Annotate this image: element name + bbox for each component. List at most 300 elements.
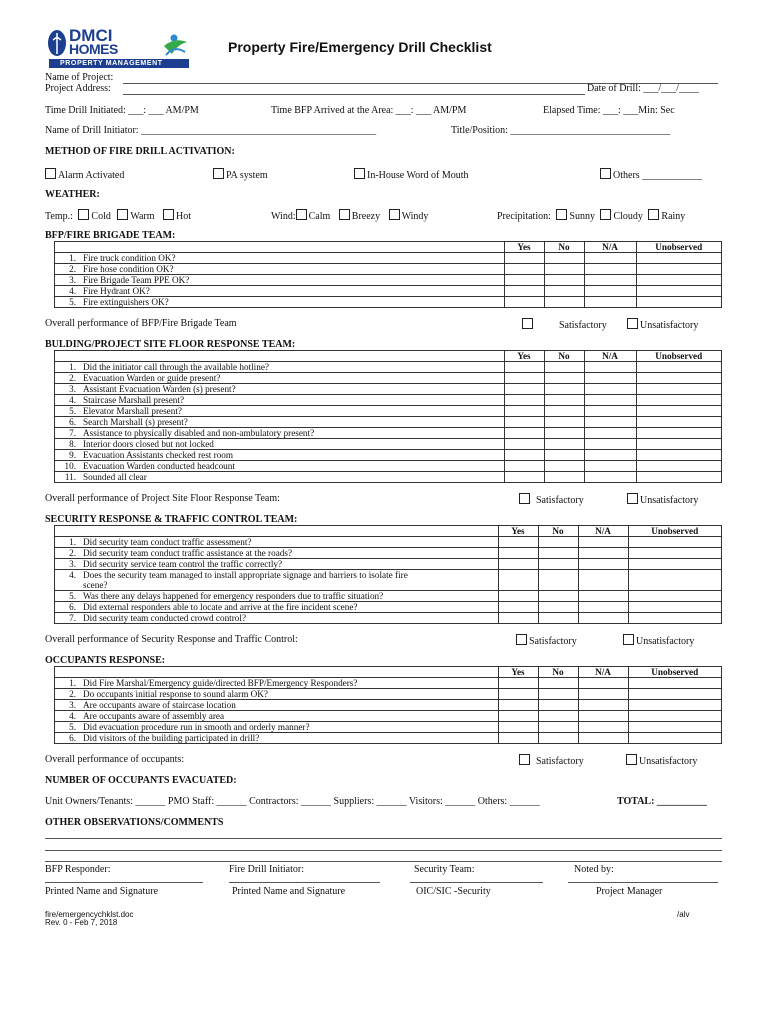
wind-windy-label: Windy: [401, 211, 429, 222]
table-row: [55, 395, 722, 406]
cell-na[interactable]: [584, 373, 636, 384]
bfp-satisfactory[interactable]: [522, 318, 607, 331]
cell-no[interactable]: [538, 722, 578, 733]
weather-wind-row: [271, 209, 428, 222]
row-number: 3.: [55, 384, 81, 395]
cell-yes[interactable]: [504, 439, 544, 450]
checkbox-breezy[interactable]: [339, 209, 350, 220]
wind-label: Wind:: [271, 211, 296, 222]
cell-na[interactable]: [578, 537, 628, 548]
cell-unobserved[interactable]: [636, 395, 722, 406]
evacuated-counts-line[interactable]: Unit Owners/Tenants: ______ PMO Staff: ______ Contractors: ______ Suppliers: ______ Visitors: ______ Others: ______: [45, 796, 540, 807]
cell-yes[interactable]: [504, 264, 544, 275]
evacuated-total[interactable]: [617, 796, 707, 807]
row-number: 5.: [55, 297, 81, 308]
cell-yes[interactable]: [498, 613, 538, 624]
table-row: [55, 678, 722, 689]
row-item: Fire extinguishers OK?: [80, 297, 504, 308]
weather-temp-row: [45, 209, 191, 222]
cell-no[interactable]: [544, 275, 584, 286]
cell-unobserved[interactable]: [636, 439, 722, 450]
project-address-line[interactable]: [123, 94, 585, 95]
row-number: 4.: [55, 570, 81, 591]
col-na: N/A: [578, 667, 628, 678]
checkbox-sunny[interactable]: [556, 209, 567, 220]
cell-na[interactable]: [584, 428, 636, 439]
floor-satisfactory[interactable]: [519, 493, 584, 506]
cell-no[interactable]: [538, 591, 578, 602]
table-row: [55, 689, 722, 700]
cell-yes[interactable]: [498, 591, 538, 602]
col-no: No: [538, 667, 578, 678]
signature-line-noted[interactable]: [568, 882, 718, 883]
col-na: N/A: [584, 242, 636, 253]
cell-yes[interactable]: [498, 689, 538, 700]
cell-unobserved[interactable]: [636, 406, 722, 417]
cell-yes[interactable]: [504, 428, 544, 439]
row-item: Elevator Marshall present?: [80, 406, 504, 417]
cell-yes[interactable]: [504, 395, 544, 406]
signature-line-security[interactable]: [410, 882, 543, 883]
floor-checklist-table: [54, 350, 722, 483]
cell-na[interactable]: [584, 362, 636, 373]
table-row: [55, 373, 722, 384]
page-title: Property Fire/Emergency Drill Checklist: [228, 39, 492, 55]
cell-yes[interactable]: [498, 678, 538, 689]
col-na: N/A: [584, 351, 636, 362]
cell-unobserved[interactable]: [628, 700, 722, 711]
table-row: [55, 559, 722, 570]
table-row: [55, 472, 722, 483]
row-item: Search Marshall (s) present?: [80, 417, 504, 428]
occupants-satisfactory[interactable]: [519, 754, 584, 767]
occupants-unsatisfactory[interactable]: [626, 754, 697, 767]
observation-line[interactable]: [45, 850, 722, 851]
unsatisfactory-label: Unsatisfactory: [640, 495, 699, 506]
cell-yes[interactable]: [504, 362, 544, 373]
table-row: [55, 297, 722, 308]
header-spacer: [55, 351, 505, 362]
cell-no[interactable]: [538, 559, 578, 570]
row-number: 3.: [55, 559, 81, 570]
row-number: 2.: [55, 264, 81, 275]
cell-na[interactable]: [584, 264, 636, 275]
row-number: 5.: [55, 406, 81, 417]
row-item: Are occupants aware of assembly area: [80, 711, 498, 722]
cell-yes[interactable]: [498, 570, 538, 591]
activation-option-word-of-mouth[interactable]: [354, 168, 469, 181]
table-row: [55, 384, 722, 395]
row-item: Evacuation Warden or guide present?: [80, 373, 504, 384]
row-number: 8.: [55, 439, 81, 450]
cell-na[interactable]: [578, 613, 628, 624]
row-item-line2: scene?: [83, 580, 108, 590]
cell-unobserved[interactable]: [628, 733, 722, 744]
row-item: Assistant Evacuation Warden (s) present?: [80, 384, 504, 395]
elapsed-time-field[interactable]: Elapsed Time: ___: ___Min: Sec: [543, 105, 675, 116]
cell-no[interactable]: [544, 286, 584, 297]
unsatisfactory-label: Unsatisfactory: [636, 636, 695, 647]
checkbox[interactable]: [522, 318, 533, 329]
floor-overall-label: Overall performance of Project Site Floor Response Team:: [45, 493, 280, 504]
activation-heading: METHOD OF FIRE DRILL ACTIVATION:: [45, 146, 235, 157]
precip-rainy-label: Rainy: [661, 211, 686, 222]
row-number: 4.: [55, 711, 81, 722]
sig-security-caption: OIC/SIC -Security: [416, 886, 491, 897]
row-number: 11.: [55, 472, 81, 483]
table-row: [55, 461, 722, 472]
cell-unobserved[interactable]: [636, 384, 722, 395]
col-yes: Yes: [504, 351, 544, 362]
row-number: 9.: [55, 450, 81, 461]
cell-unobserved[interactable]: [636, 461, 722, 472]
observations-heading: OTHER OBSERVATIONS/COMMENTS: [45, 817, 224, 828]
cell-no[interactable]: [538, 602, 578, 613]
checkbox-calm[interactable]: [296, 209, 307, 220]
cell-unobserved[interactable]: [628, 537, 722, 548]
cell-na[interactable]: [584, 450, 636, 461]
title-position-field[interactable]: Title/Position: ________________________________: [451, 125, 671, 136]
checkbox[interactable]: [519, 493, 530, 504]
activation-option-others[interactable]: [600, 168, 702, 181]
header-spacer: [55, 526, 499, 537]
row-item: Did the initiator call through the available hotline?: [80, 362, 504, 373]
table-row: [55, 275, 722, 286]
total-field: TOTAL: __________: [617, 796, 707, 807]
row-item: Did security team conduct traffic assistance at the roads?: [80, 548, 498, 559]
row-number: 7.: [55, 428, 81, 439]
cell-na[interactable]: [584, 461, 636, 472]
cell-no[interactable]: [544, 373, 584, 384]
cell-na[interactable]: [584, 439, 636, 450]
cell-na[interactable]: [584, 384, 636, 395]
precip-sunny-label: Sunny: [569, 211, 595, 222]
row-number: 10.: [55, 461, 81, 472]
cell-unobserved[interactable]: [636, 472, 722, 483]
row-number: 1.: [55, 362, 81, 373]
option-label: Others ____________: [613, 170, 703, 181]
row-number: 2.: [55, 689, 81, 700]
checkbox[interactable]: [213, 168, 224, 179]
row-number: 4.: [55, 395, 81, 406]
cell-unobserved[interactable]: [628, 559, 722, 570]
header-spacer: [55, 242, 505, 253]
cell-na[interactable]: [584, 297, 636, 308]
activation-option-pa[interactable]: [213, 168, 268, 181]
row-item: Did Fire Marshal/Emergency guide/directed BFP/Emergency Responders?: [80, 678, 498, 689]
cell-no[interactable]: [538, 548, 578, 559]
cell-no[interactable]: [538, 733, 578, 744]
cell-yes[interactable]: [504, 406, 544, 417]
table-row: [55, 570, 722, 591]
occupants-overall-label: Overall performance of occupants:: [45, 754, 185, 765]
wind-calm-label: Calm: [308, 211, 331, 222]
cell-na[interactable]: [584, 286, 636, 297]
cell-na[interactable]: [578, 591, 628, 602]
cell-no[interactable]: [544, 264, 584, 275]
security-heading: SECURITY RESPONSE & TRAFFIC CONTROL TEAM:: [45, 514, 298, 525]
name-of-project-label: Name of Project:: [45, 72, 114, 83]
row-number: 6.: [55, 602, 81, 613]
cell-yes[interactable]: [504, 450, 544, 461]
row-number: 2.: [55, 548, 81, 559]
satisfactory-label: Satisfactory: [536, 756, 584, 767]
row-item: Did security service team control the traffic correctly?: [80, 559, 498, 570]
cell-unobserved[interactable]: [628, 591, 722, 602]
time-bfp-arrived-field[interactable]: Time BFP Arrived at the Area: ___: ___ AM/PM: [271, 105, 467, 116]
header-spacer: [55, 667, 499, 678]
wind-breezy-label: Breezy: [351, 211, 381, 222]
footer-revision: Rev. 0 - Feb 7, 2018: [45, 918, 118, 927]
checkbox-cloudy[interactable]: [600, 209, 611, 220]
cell-na[interactable]: [584, 395, 636, 406]
option-label: PA system: [226, 170, 268, 181]
cell-unobserved[interactable]: [628, 678, 722, 689]
cell-no[interactable]: [544, 253, 584, 264]
cell-yes[interactable]: [504, 373, 544, 384]
row-item: Interior doors closed but not locked: [80, 439, 504, 450]
checkbox[interactable]: [600, 168, 611, 179]
cell-yes[interactable]: [504, 275, 544, 286]
cell-no[interactable]: [538, 711, 578, 722]
cell-yes[interactable]: [504, 472, 544, 483]
sig-noted-role: Noted by:: [574, 864, 614, 875]
row-number: 1.: [55, 253, 81, 264]
observation-line[interactable]: [45, 838, 722, 839]
cell-unobserved[interactable]: [636, 417, 722, 428]
floor-unsatisfactory[interactable]: [627, 493, 698, 506]
cell-yes[interactable]: [498, 722, 538, 733]
date-of-drill-field[interactable]: Date of Drill: ___/___/____: [587, 83, 699, 94]
row-item: Was there any delays happened for emergency responders due to traffic situation?: [80, 591, 498, 602]
bfp-checklist-table: [54, 241, 722, 308]
security-checklist-table: [54, 525, 722, 624]
cell-unobserved[interactable]: [636, 428, 722, 439]
table-row: [55, 711, 722, 722]
cell-unobserved[interactable]: [636, 275, 722, 286]
col-unobserved: Unobserved: [636, 242, 722, 253]
cell-na[interactable]: [584, 253, 636, 264]
cell-na[interactable]: [584, 275, 636, 286]
name-of-initiator-field[interactable]: Name of Drill Initiator: _______________________________________________: [45, 125, 377, 136]
row-item: Are occupants aware of staircase location: [80, 700, 498, 711]
col-unobserved: Unobserved: [628, 526, 722, 537]
checkbox[interactable]: [627, 318, 638, 329]
row-item: [80, 570, 498, 591]
floor-heading: BULDING/PROJECT SITE FLOOR RESPONSE TEAM:: [45, 339, 296, 350]
cell-unobserved[interactable]: [636, 264, 722, 275]
checkbox-windy[interactable]: [389, 209, 400, 220]
cell-yes[interactable]: [498, 548, 538, 559]
table-row: [55, 406, 722, 417]
row-item: Did evacuation procedure run in smooth and orderly manner?: [80, 722, 498, 733]
signature-line-initiator[interactable]: [229, 882, 380, 883]
satisfactory-label: Satisfactory: [529, 636, 577, 647]
project-address-label: Project Address:: [45, 83, 111, 94]
cell-unobserved[interactable]: [636, 362, 722, 373]
cell-unobserved[interactable]: [628, 711, 722, 722]
row-number: 5.: [55, 722, 81, 733]
row-item: Fire hose condition OK?: [80, 264, 504, 275]
cell-unobserved[interactable]: [628, 602, 722, 613]
cell-no[interactable]: [538, 537, 578, 548]
cell-unobserved[interactable]: [636, 373, 722, 384]
cell-na[interactable]: [578, 570, 628, 591]
col-yes: Yes: [498, 526, 538, 537]
col-no: No: [544, 351, 584, 362]
security-overall-label: Overall performance of Security Response and Traffic Control:: [45, 634, 298, 645]
sig-noted-caption: Project Manager: [596, 886, 663, 897]
satisfactory-label: Satisfactory: [559, 320, 607, 331]
occupants-checklist-table: [54, 666, 722, 744]
row-number: 6.: [55, 417, 81, 428]
checkbox-cold[interactable]: [78, 209, 89, 220]
cell-na[interactable]: [578, 722, 628, 733]
cell-no[interactable]: [538, 570, 578, 591]
company-logo: [46, 28, 191, 70]
cell-na[interactable]: [578, 559, 628, 570]
temp-warm-label: Warm: [130, 211, 155, 222]
cell-yes[interactable]: [504, 417, 544, 428]
sig-bfp-caption: Printed Name and Signature: [45, 886, 159, 897]
cell-no[interactable]: [544, 439, 584, 450]
row-number: 1.: [55, 537, 81, 548]
precip-cloudy-label: Cloudy: [613, 211, 643, 222]
security-satisfactory[interactable]: [516, 634, 577, 647]
cell-no[interactable]: [544, 417, 584, 428]
cell-unobserved[interactable]: [628, 722, 722, 733]
checkbox[interactable]: [623, 634, 634, 645]
cell-unobserved[interactable]: [628, 548, 722, 559]
row-number: 6.: [55, 733, 81, 744]
option-label: Alarm Activated: [58, 170, 125, 181]
checkbox[interactable]: [626, 754, 637, 765]
cell-no[interactable]: [544, 428, 584, 439]
checkbox[interactable]: [45, 168, 56, 179]
logo-brand-dmci: DMCI: [69, 26, 113, 45]
cell-unobserved[interactable]: [636, 450, 722, 461]
table-row: [55, 591, 722, 602]
activation-option-alarm[interactable]: [45, 168, 124, 181]
checkbox-hot[interactable]: [163, 209, 174, 220]
table-row: [55, 428, 722, 439]
cell-no[interactable]: [544, 297, 584, 308]
table-row: [55, 253, 722, 264]
checkbox-rainy[interactable]: [648, 209, 659, 220]
row-item: Assistance to physically disabled and non-ambulatory present?: [80, 428, 504, 439]
cell-yes[interactable]: [498, 602, 538, 613]
table-row: [55, 613, 722, 624]
cell-no[interactable]: [538, 700, 578, 711]
cell-na[interactable]: [584, 417, 636, 428]
cell-yes[interactable]: [498, 700, 538, 711]
cell-yes[interactable]: [498, 711, 538, 722]
bfp-unsatisfactory[interactable]: [627, 318, 698, 331]
cell-na[interactable]: [578, 548, 628, 559]
cell-na[interactable]: [578, 602, 628, 613]
table-row: [55, 439, 722, 450]
option-label: In-House Word of Mouth: [367, 170, 469, 181]
cell-unobserved[interactable]: [628, 570, 722, 591]
cell-yes[interactable]: [504, 461, 544, 472]
cell-yes[interactable]: [498, 733, 538, 744]
col-no: No: [544, 242, 584, 253]
cell-no[interactable]: [544, 395, 584, 406]
cell-no[interactable]: [538, 689, 578, 700]
cell-unobserved[interactable]: [636, 286, 722, 297]
time-drill-initiated-field[interactable]: Time Drill Initiated: ___: ___ AM/PM: [45, 105, 199, 116]
row-item: Sounded all clear: [80, 472, 504, 483]
cell-yes[interactable]: [504, 253, 544, 264]
cell-unobserved[interactable]: [628, 689, 722, 700]
row-item: Evacuation Assistants checked rest room: [80, 450, 504, 461]
sig-initiator-caption: Printed Name and Signature: [232, 886, 346, 897]
cell-no[interactable]: [538, 678, 578, 689]
cell-no[interactable]: [538, 613, 578, 624]
row-number: 1.: [55, 678, 81, 689]
signature-line-bfp[interactable]: [45, 882, 203, 883]
cell-yes[interactable]: [504, 286, 544, 297]
col-no: No: [538, 526, 578, 537]
col-yes: Yes: [498, 667, 538, 678]
cell-no[interactable]: [544, 461, 584, 472]
cell-na[interactable]: [578, 689, 628, 700]
sig-bfp-role: BFP Responder:: [45, 864, 111, 875]
cell-na[interactable]: [578, 711, 628, 722]
cell-na[interactable]: [578, 700, 628, 711]
cell-unobserved[interactable]: [636, 253, 722, 264]
cell-yes[interactable]: [498, 559, 538, 570]
cell-unobserved[interactable]: [628, 613, 722, 624]
row-number: 3.: [55, 275, 81, 286]
row-number: 2.: [55, 373, 81, 384]
cell-na[interactable]: [584, 406, 636, 417]
row-number: 5.: [55, 591, 81, 602]
table-row: [55, 450, 722, 461]
checkbox[interactable]: [516, 634, 527, 645]
cell-yes[interactable]: [498, 537, 538, 548]
observation-line[interactable]: [45, 861, 722, 862]
footer-initials: /alv: [677, 910, 690, 919]
cell-yes[interactable]: [504, 384, 544, 395]
cell-no[interactable]: [544, 384, 584, 395]
cell-na[interactable]: [578, 678, 628, 689]
row-number: 3.: [55, 700, 81, 711]
checkbox[interactable]: [354, 168, 365, 179]
row-item: Did external responders able to locate and arrive at the fire incident scene?: [80, 602, 498, 613]
col-unobserved: Unobserved: [636, 351, 722, 362]
checkbox[interactable]: [627, 493, 638, 504]
unsatisfactory-label: Unsatisfactory: [639, 756, 698, 767]
checkbox-warm[interactable]: [117, 209, 128, 220]
row-item: Did security team conducted crowd control?: [80, 613, 498, 624]
cell-na[interactable]: [584, 472, 636, 483]
cell-na[interactable]: [578, 733, 628, 744]
security-unsatisfactory[interactable]: [623, 634, 694, 647]
row-item: Did visitors of the building participated in drill?: [80, 733, 498, 744]
cell-no[interactable]: [544, 450, 584, 461]
cell-unobserved[interactable]: [636, 297, 722, 308]
checkbox[interactable]: [519, 754, 530, 765]
row-item: Fire Brigade Team PPE OK?: [80, 275, 504, 286]
cell-no[interactable]: [544, 472, 584, 483]
cell-no[interactable]: [544, 362, 584, 373]
cell-yes[interactable]: [504, 297, 544, 308]
table-row: [55, 537, 722, 548]
cell-no[interactable]: [544, 406, 584, 417]
table-row: [55, 417, 722, 428]
bfp-overall-label: Overall performance of BFP/Fire Brigade Team: [45, 318, 237, 329]
